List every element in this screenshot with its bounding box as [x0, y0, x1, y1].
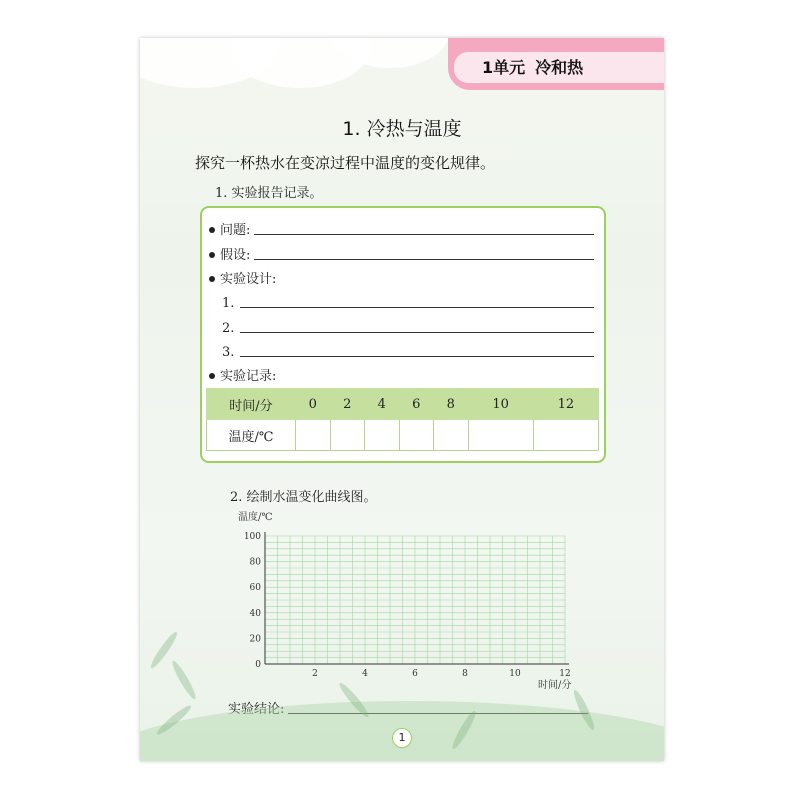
lesson-title: 1. 冷热与温度: [342, 118, 462, 140]
design-step-number: 3.: [222, 345, 235, 360]
temperature-input-cell[interactable]: [365, 420, 400, 451]
x-tick-label: 4: [362, 669, 368, 679]
time-header: 时间/分: [207, 389, 296, 420]
temperature-input-cell[interactable]: [330, 420, 365, 451]
answer-line: [240, 356, 594, 357]
design-step-number: 2.: [222, 321, 235, 336]
bullet-icon: [209, 252, 215, 258]
answer-line: [240, 307, 594, 308]
x-axis-label: 时间/分: [538, 680, 572, 690]
question-label: 问题:: [220, 223, 251, 238]
y-axis-label: 温度/℃: [238, 512, 273, 523]
time-cell: 6: [399, 389, 434, 420]
time-cell: 10: [468, 389, 533, 420]
x-tick-label: 12: [559, 669, 571, 679]
hypothesis-label: 假设:: [220, 248, 251, 263]
instruction-text: 探究一杯热水在变凉过程中温度的变化规律。: [195, 154, 496, 172]
section1-title: 1. 实验报告记录。: [215, 186, 323, 201]
answer-line: [240, 332, 594, 333]
unit-tab: [448, 38, 664, 90]
temperature-input-cell[interactable]: [533, 420, 598, 451]
bullet-icon: [209, 227, 215, 233]
unit-title: 冷和热: [535, 58, 584, 77]
record-heading: [209, 366, 594, 384]
temperature-row: [207, 420, 599, 451]
bullet-icon: [209, 276, 215, 282]
time-cell: 0: [296, 389, 331, 420]
temperature-input-cell[interactable]: [399, 420, 434, 451]
y-tick-label: 20: [249, 634, 261, 645]
x-tick-label: 10: [509, 669, 521, 679]
design-step-field[interactable]: [222, 293, 594, 311]
y-tick-label: 100: [243, 532, 261, 542]
unit-number: 1单元: [482, 58, 526, 77]
answer-line: [254, 234, 594, 235]
time-cell: 12: [533, 389, 598, 420]
design-step-field[interactable]: [222, 342, 594, 360]
temperature-chart[interactable]: [230, 510, 610, 690]
question-field[interactable]: [209, 220, 594, 238]
x-tick-label: 6: [412, 669, 418, 679]
unit-tab-label: [454, 52, 664, 83]
record-table: [206, 388, 599, 451]
y-tick-label: 0: [255, 660, 261, 670]
y-tick-label: 80: [249, 557, 261, 568]
design-heading: [209, 269, 594, 287]
design-step-field[interactable]: [222, 318, 594, 336]
experiment-report-box: [200, 206, 606, 463]
design-label: 实验设计:: [220, 272, 277, 287]
leaf-decoration: [170, 659, 199, 701]
temperature-input-cell[interactable]: [434, 420, 469, 451]
time-cell: 8: [434, 389, 469, 420]
record-label: 实验记录:: [220, 369, 277, 384]
temperature-header: 温度/℃: [207, 420, 296, 451]
section2-title: 2. 绘制水温变化曲线图。: [230, 490, 377, 505]
chart-grid: [265, 536, 565, 664]
worksheet-page: [140, 38, 664, 761]
x-tick-label: 8: [462, 669, 468, 679]
time-cell: 4: [365, 389, 400, 420]
answer-line: [254, 259, 594, 260]
page-number: 1: [392, 728, 412, 748]
y-tick-label: 40: [249, 608, 261, 619]
temperature-input-cell[interactable]: [296, 420, 331, 451]
conclusion-label: 实验结论:: [228, 702, 285, 717]
chart-axes: [265, 532, 569, 664]
temperature-input-cell[interactable]: [468, 420, 533, 451]
bullet-icon: [209, 373, 215, 379]
time-cell: 2: [330, 389, 365, 420]
design-step-number: 1.: [222, 296, 235, 311]
y-tick-label: 60: [249, 583, 261, 594]
hypothesis-field[interactable]: [209, 245, 594, 263]
time-row: [207, 389, 599, 420]
x-tick-label: 2: [312, 669, 318, 679]
